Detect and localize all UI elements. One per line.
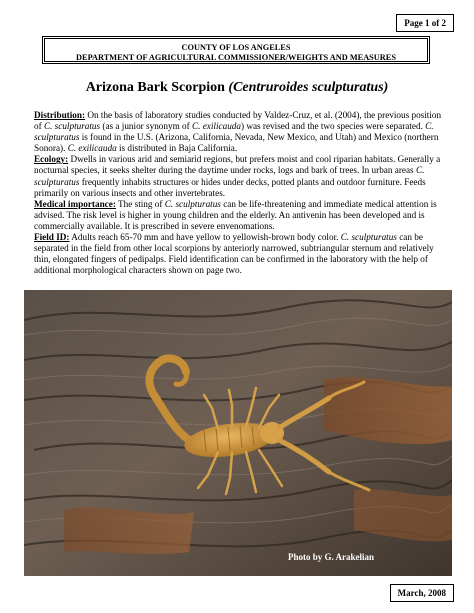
- medical-label: Medical importance:: [34, 198, 116, 209]
- ecology-label: Ecology:: [34, 154, 69, 165]
- species-name: C. sculpturatus: [164, 198, 221, 209]
- text-run: On the basis of laboratory studies conducted by Valdez-Cruz, et al. (2004), the previous position of: [34, 110, 442, 132]
- ecology-paragraph: [34, 154, 444, 198]
- page-number-label: Page 1 of 2: [396, 14, 454, 32]
- species-name: C. exilicauda: [191, 121, 241, 132]
- date-label: March, 2008: [390, 584, 454, 602]
- species-name: C. sculpturatus: [34, 165, 425, 187]
- text-run: can be life-threatening and immediate medical attention is advised. The risk level is higher in young children and the elderly. An antivenin has been developed and is commercially available. It is prescribed in severe envenomations.: [34, 198, 437, 231]
- field-id-paragraph: [34, 232, 444, 276]
- distribution-label: Distribution:: [34, 110, 86, 120]
- text-run: frequently inhabits structures or hides under decks, potted plants and outdoor furniture. Feeds primarily on various insects and other invertebrates.: [34, 176, 426, 198]
- species-name: C. sculpturatus: [340, 232, 397, 243]
- body-text: [34, 110, 444, 276]
- title-scientific-name: (Centruroides sculpturatus): [228, 80, 389, 95]
- text-run: is distributed in Baja California.: [116, 143, 238, 154]
- photo-credit: Photo by G. Arakelian: [287, 552, 374, 562]
- title-common-name: Arizona Bark Scorpion: [85, 80, 229, 95]
- distribution-paragraph: [34, 110, 444, 154]
- text-run: Adults reach 65-70 mm and have yellow to yellowish-brown body color.: [69, 232, 341, 243]
- medical-paragraph: [34, 199, 444, 232]
- text-run: (as a junior synonym of: [100, 121, 192, 132]
- text-run: The sting of: [115, 198, 165, 209]
- text-run: Dwells in various arid and semiarid regions, but prefers moist and cool riparian habitats. Generally a nocturnal species, it seeks shelter during the daytime under rocks, logs and bark of trees. In urban areas: [34, 154, 441, 176]
- text-run: can be separated in the field from other local scorpions by anteriorly narrowed, subtriangular sternum and relatively thin, elongated fingers of pedipalps. Field identification can be confirmed in the laboratory with the help of additional morphological characters shown on page two.: [34, 232, 434, 276]
- species-name: C. sculpturatus: [43, 121, 101, 132]
- text-run: ) was revised and the two species were separated.: [240, 121, 426, 132]
- species-name: C. exilicauda: [67, 143, 117, 154]
- header-line-department: DEPARTMENT OF AGRICULTURAL COMMISSIONER/WEIGHTS AND MEASURES: [76, 53, 396, 62]
- agency-header: [42, 36, 430, 64]
- text-run: is found in the U.S. (Arizona, California, Nevada, New Mexico, and Utah) and Mexico (northern Sonora).: [34, 132, 439, 154]
- scorpion-on-bark-image: [24, 290, 452, 576]
- document-title: [0, 80, 474, 96]
- species-name: C. sculpturatus: [34, 121, 434, 143]
- scorpion-photo: [24, 290, 452, 576]
- field-id-label: Field ID:: [34, 232, 70, 243]
- header-line-county: COUNTY OF LOS ANGELES: [181, 43, 291, 52]
